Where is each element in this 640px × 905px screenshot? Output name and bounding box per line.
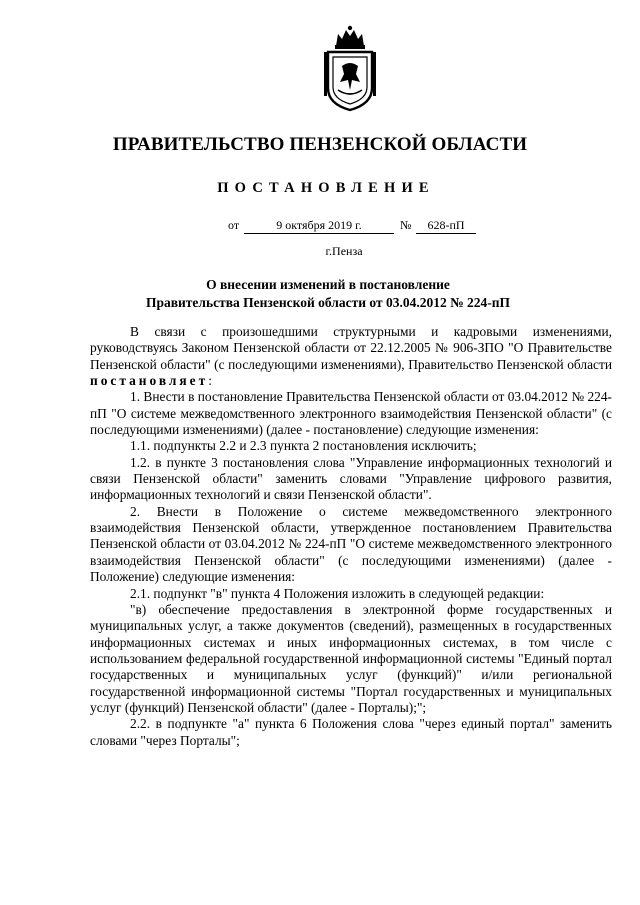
document-subject (0, 276, 640, 312)
preamble-text: В связи с произошедшими структурными и кадровыми изменениями, руководствуясь Законом Пензенской области от 22.12.2005 № 906-ЗПО "О Правительстве Пензенской области" (с последующими изменениями), Правительство Пензенской области (90, 324, 612, 372)
paragraph-preamble (90, 324, 612, 389)
paragraph-item-1-2: 1.2. в пункте 3 постановления слова "Управление информационных технологий и связи Пензенской области" заменить словами "Управление цифрового развития, информационных технологий и связи Пензенской области". (90, 454, 612, 503)
resolves-word: постановляет (90, 373, 209, 389)
number-prefix: № (400, 218, 412, 232)
paragraph-item-2-2: 2.2. в подпункте "а" пункта 6 Положения слова "через единый портал" заменить словами "через Порталы"; (90, 716, 612, 748)
date-field: 9 октября 2019 г. (244, 218, 394, 234)
paragraph-item-2-1: 2.1. подпункт "в" пункта 4 Положения изложить в следующей редакции: (130, 585, 545, 601)
subject-line-2: Правительства Пензенской области от 03.04.2012 № 224-пП (145, 295, 511, 310)
preamble-colon: : (208, 373, 212, 389)
number-field: 628-пП (416, 218, 476, 234)
coat-of-arms-emblem (322, 24, 378, 112)
document-body (90, 324, 612, 749)
paragraph-item-1-1: 1.1. подпункты 2.2 и 2.3 пункта 2 постановления исключить; (130, 438, 477, 454)
date-prefix: от (228, 218, 240, 232)
subject-line-1: О внесении изменений в постановление (206, 277, 450, 292)
paragraph-quoted-text: "в) обеспечение предоставления в электронной форме государственных и муниципальных услуг, а также документов (сведений), размещенных в государственных информационных системах и иных информационных системах, в том числе с использованием федеральной государственной информационной системы "Единый портал государственных и муниципальных услуг (функций)" и/или региональной государственной информационной системы "Портал государственных и муниципальных услуг (функций) Пензенской области" (далее - Порталы);"; (90, 601, 612, 715)
document-type: ПОСТАНОВЛЕНИЕ (217, 180, 435, 196)
paragraph-item-1: 1. Внести в постановление Правительства Пензенской области от 03.04.2012 № 224-пП "О системе межведомственного электронного взаимодействия Пензенской области" (с последующими изменениями) (далее - постановление) следующие изменения: (90, 389, 612, 438)
paragraph-item-2: 2. Внести в Положение о системе межведомственного электронного взаимодействия Пензенской области, утвержденное постановлением Правительства Пензенской области от 03.04.2012 № 224-пП "О системе межведомственного электронного взаимодействия Пензенской области" (с последующими изменениями) (далее - Положение) следующие изменения: (90, 503, 612, 585)
organization-title: ПРАВИТЕЛЬСТВО ПЕНЗЕНСКОЙ ОБЛАСТИ (112, 134, 528, 155)
city-label: г.Пенза (325, 244, 363, 258)
